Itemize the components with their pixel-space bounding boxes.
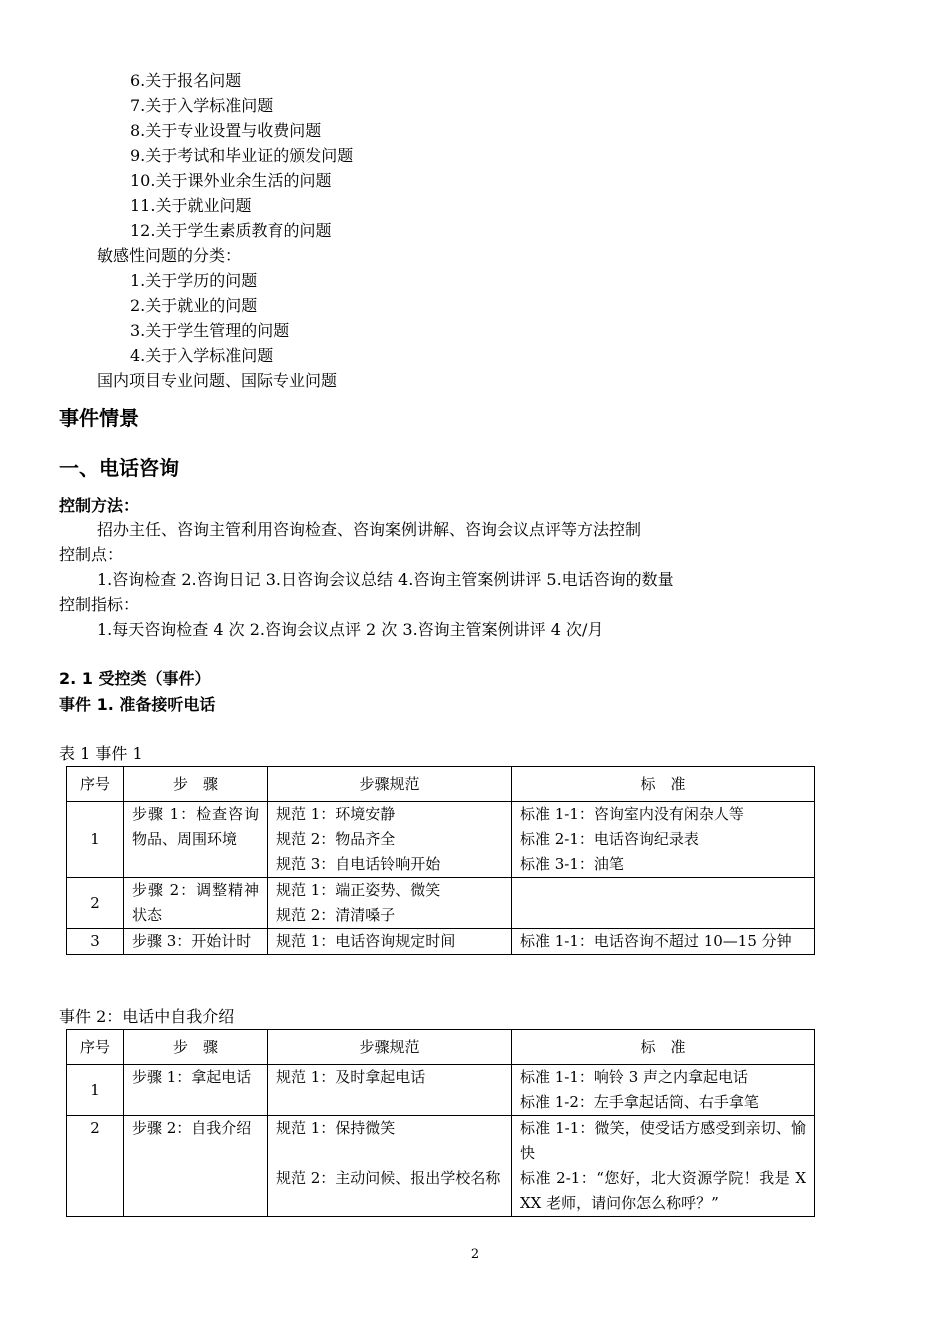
- norm-line: 规范 3：自电话铃响开始: [276, 855, 441, 873]
- row-step: 步骤 2：自我介绍: [124, 1116, 268, 1217]
- standard-line: 标准 1-1：咨询室内没有闲杂人等: [520, 805, 744, 823]
- standard-line: 标准 1-1：响铃 3 声之内拿起电话: [520, 1068, 749, 1086]
- row-no: 3: [67, 929, 124, 955]
- list-item: 1.关于学历的问题: [130, 271, 258, 290]
- norm-line: 规范 1：电话咨询规定时间: [276, 932, 456, 950]
- list-item: 9.关于考试和毕业证的颁发问题: [130, 146, 354, 165]
- event1-table: [66, 766, 815, 955]
- row-no: 1: [67, 802, 124, 878]
- row-step: 步骤 1：检查咨询物品、周围环境: [124, 802, 268, 878]
- standard-line: 标准 1-1：电话咨询不超过 10—15 分钟: [520, 932, 792, 950]
- table-row: [67, 1116, 815, 1217]
- page-number: 2: [470, 1247, 480, 1262]
- table-row: [67, 878, 815, 929]
- section-21-title: 2. 1 受控类（事件）: [59, 669, 211, 688]
- norm-line: 规范 1：及时拿起电话: [276, 1068, 426, 1086]
- list-item: 11.关于就业问题: [130, 196, 252, 215]
- standard-line: 标准 3-1：油笔: [520, 855, 624, 873]
- norm-line: 规范 2：清清嗓子: [276, 906, 396, 924]
- norm-line: 规范 2：物品齐全: [276, 830, 396, 848]
- standard-line: 标准 1-1：微笑，使受话方感受到亲切、愉快: [520, 1119, 806, 1162]
- row-no: 2: [67, 1116, 124, 1217]
- header-norm: 步骤规范: [268, 1030, 512, 1065]
- header-standard: 标 准: [512, 1030, 815, 1065]
- row-norms: [268, 802, 512, 878]
- section-title: 事件情景: [59, 406, 139, 430]
- event2-caption: 事件 2：电话中自我介绍: [59, 1007, 235, 1026]
- row-norms: [268, 1116, 512, 1217]
- norm-spacer: [276, 1141, 503, 1166]
- table-row: [67, 802, 815, 878]
- list-item: 4.关于入学标准问题: [130, 346, 274, 365]
- standard-line: 标准 2-1：电话咨询纪录表: [520, 830, 699, 848]
- norm-line: 规范 1：环境安静: [276, 805, 396, 823]
- header-no: 序号: [67, 767, 124, 802]
- row-no: 1: [67, 1065, 124, 1116]
- row-step: 步骤 2：调整精神状态: [124, 878, 268, 929]
- table-header-row: [67, 1030, 815, 1065]
- row-no: 2: [67, 878, 124, 929]
- header-no: 序号: [67, 1030, 124, 1065]
- list-item: 2.关于就业的问题: [130, 296, 258, 315]
- norm-line: 规范 1：保持微笑: [276, 1119, 396, 1137]
- row-standards: [512, 1065, 815, 1116]
- header-step: 步 骤: [124, 1030, 268, 1065]
- norm-line: 规范 1：端正姿势、微笑: [276, 881, 441, 899]
- table1-caption: 表 1 事件 1: [59, 744, 143, 763]
- standard-line: 标准 2-1：“您好，北大资源学院！我是 XXX 老师，请问你怎么称呼？”: [520, 1169, 806, 1212]
- row-norms: [268, 929, 512, 955]
- list-item: 3.关于学生管理的问题: [130, 321, 290, 340]
- table-row: [67, 929, 815, 955]
- domestic-line: 国内项目专业问题、国际专业问题: [97, 371, 338, 390]
- control-method-text: 招办主任、咨询主管利用咨询检查、咨询案例讲解、咨询会议点评等方法控制: [97, 520, 642, 539]
- sensitive-heading: 敏感性问题的分类：: [97, 246, 242, 265]
- header-standard: 标 准: [512, 767, 815, 802]
- event2-table: [66, 1029, 815, 1217]
- row-step: 步骤 3：开始计时: [124, 929, 268, 955]
- control-points-text: 1.咨询检查 2.咨询日记 3.日咨询会议总结 4.咨询主管案例讲评 5.电话咨询的数量: [97, 570, 674, 589]
- row-standards: [512, 878, 815, 929]
- row-standards: [512, 1116, 815, 1217]
- control-index-text: 1.每天咨询检查 4 次 2.咨询会议点评 2 次 3.咨询主管案例讲评 4 次/月: [97, 620, 604, 639]
- control-points-label: 控制点：: [59, 545, 124, 564]
- row-standards: [512, 929, 815, 955]
- list-item: 12.关于学生素质教育的问题: [130, 221, 332, 240]
- list-item: 7.关于入学标准问题: [130, 96, 274, 115]
- control-index-label: 控制指标：: [59, 595, 140, 614]
- header-norm: 步骤规范: [268, 767, 512, 802]
- list-item: 10.关于课外业余生活的问题: [130, 171, 332, 190]
- control-method-label: 控制方法：: [59, 496, 140, 515]
- table-header-row: [67, 767, 815, 802]
- row-norms: [268, 878, 512, 929]
- standard-line: 标准 1-2：左手拿起话筒、右手拿笔: [520, 1093, 759, 1111]
- list-item: 8.关于专业设置与收费问题: [130, 121, 322, 140]
- row-standards: [512, 802, 815, 878]
- list-item: 6.关于报名问题: [130, 71, 242, 90]
- table-row: [67, 1065, 815, 1116]
- row-norms: [268, 1065, 512, 1116]
- subsection-title: 一、电话咨询: [59, 456, 179, 480]
- row-step: 步骤 1：拿起电话: [124, 1065, 268, 1116]
- event1-title: 事件 1. 准备接听电话: [59, 695, 216, 714]
- header-step: 步 骤: [124, 767, 268, 802]
- norm-line: 规范 2：主动问候、报出学校名称: [276, 1169, 501, 1187]
